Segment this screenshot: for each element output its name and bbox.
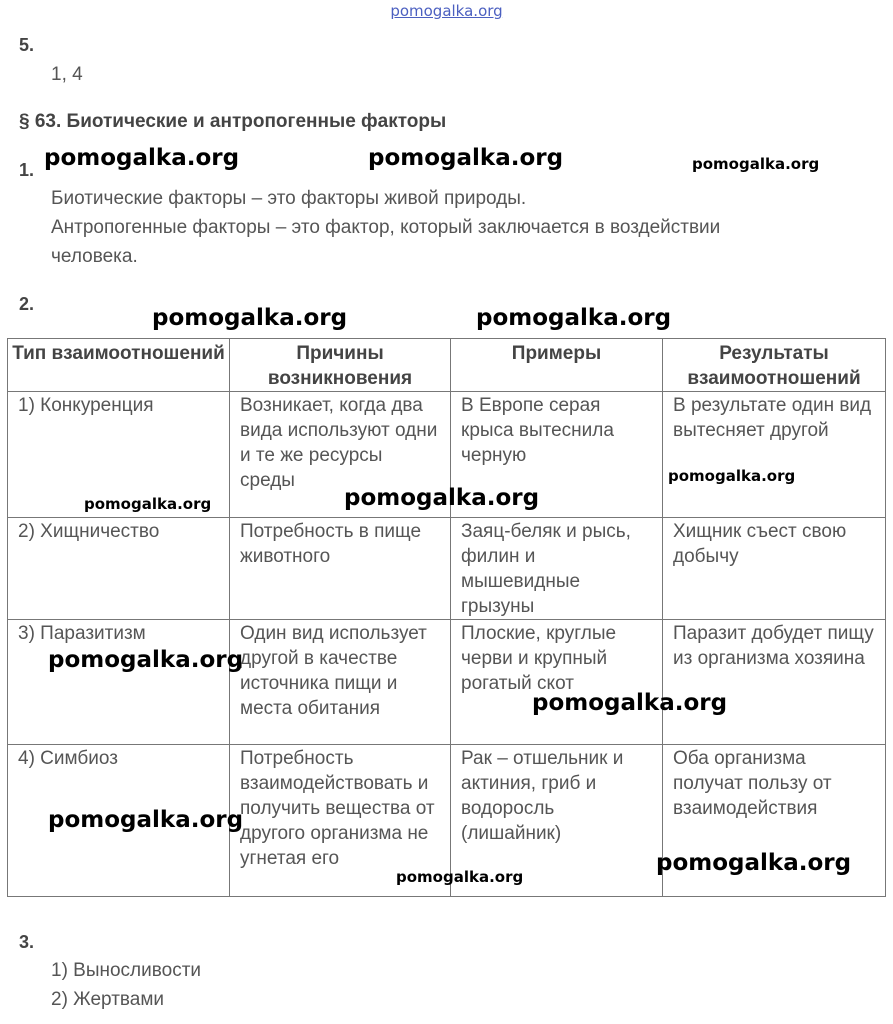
table-cell: Заяц-беляк и рысь, филин и мышевидные грызуны — [451, 518, 663, 620]
table-cell: Оба организма получат пользу от взаимодействия — [663, 745, 886, 897]
table-row — [8, 620, 886, 745]
table-cell: Один вид использует другой в качестве источника пищи и места обитания — [230, 620, 451, 745]
table-cell: Хищник съест свою добычу — [663, 518, 886, 620]
header-cell: Причины возникновения — [230, 339, 451, 392]
question-5-answer: 1, 4 — [51, 64, 83, 85]
watermark: pomogalka.org — [532, 690, 728, 716]
question-5-number: 5. — [19, 35, 35, 55]
table-cell: 2) Хищничество — [8, 518, 230, 620]
table-row — [8, 518, 886, 620]
table-cell: В Европе серая крыса вытеснила черную — [451, 392, 663, 518]
header-cell: Примеры — [451, 339, 663, 392]
watermark: pomogalka.org — [84, 495, 212, 513]
header-cell: Результаты взаимоотношений — [663, 339, 886, 392]
watermark: pomogalka.org — [48, 807, 244, 833]
table-cell: В результате один вид вытесняет другой — [663, 392, 886, 518]
watermark: pomogalka.org — [152, 305, 348, 331]
watermark: pomogalka.org — [476, 305, 672, 331]
question-1-number: 1. — [19, 160, 35, 180]
top-watermark-link[interactable]: pomogalka.org — [390, 2, 503, 20]
question-2-number: 2. — [19, 294, 35, 314]
table-header-row — [8, 339, 886, 392]
question-1-answer — [51, 184, 871, 271]
watermark: pomogalka.org — [656, 850, 852, 876]
table-cell: Возникает, когда два вида используют одни и те же ресурсы среды — [230, 392, 451, 518]
section-heading: § 63. Биотические и антропогенные факторы — [19, 111, 447, 132]
table-cell: 4) Симбиоз — [8, 745, 230, 897]
answer-line: Антропогенные факторы – это фактор, который заключается в воздействии — [51, 217, 721, 238]
answer-line: человека. — [51, 246, 138, 267]
table-cell: Потребность в пище животного — [230, 518, 451, 620]
watermark: pomogalka.org — [368, 145, 564, 171]
table-cell: 3) Паразитизм — [8, 620, 230, 745]
header-cell: Тип взаимоотношений — [8, 339, 230, 392]
question-3-answer-2: 2) Жертвами — [51, 989, 165, 1010]
table-cell: Плоские, круглые черви и крупный рогатый скот — [451, 620, 663, 745]
watermark: pomogalka.org — [44, 145, 240, 171]
watermark: pomogalka.org — [396, 868, 524, 886]
watermark: pomogalka.org — [668, 467, 796, 485]
table-cell: Паразит добудет пищу из организма хозяина — [663, 620, 886, 745]
watermark: pomogalka.org — [344, 485, 540, 511]
watermark: pomogalka.org — [48, 647, 244, 673]
question-3-answer-1: 1) Выносливости — [51, 960, 202, 981]
table-cell: Рак – отшельник и актиния, гриб и водоросль (лишайник) — [451, 745, 663, 897]
watermark: pomogalka.org — [692, 155, 820, 173]
question-3-number: 3. — [19, 932, 35, 952]
table-cell: 1) Конкуренция — [8, 392, 230, 518]
answer-line: Биотические факторы – это факторы живой природы. — [51, 188, 527, 209]
table-cell: Потребность взаимодействовать и получить вещества от другого организма не угнетая его — [230, 745, 451, 897]
